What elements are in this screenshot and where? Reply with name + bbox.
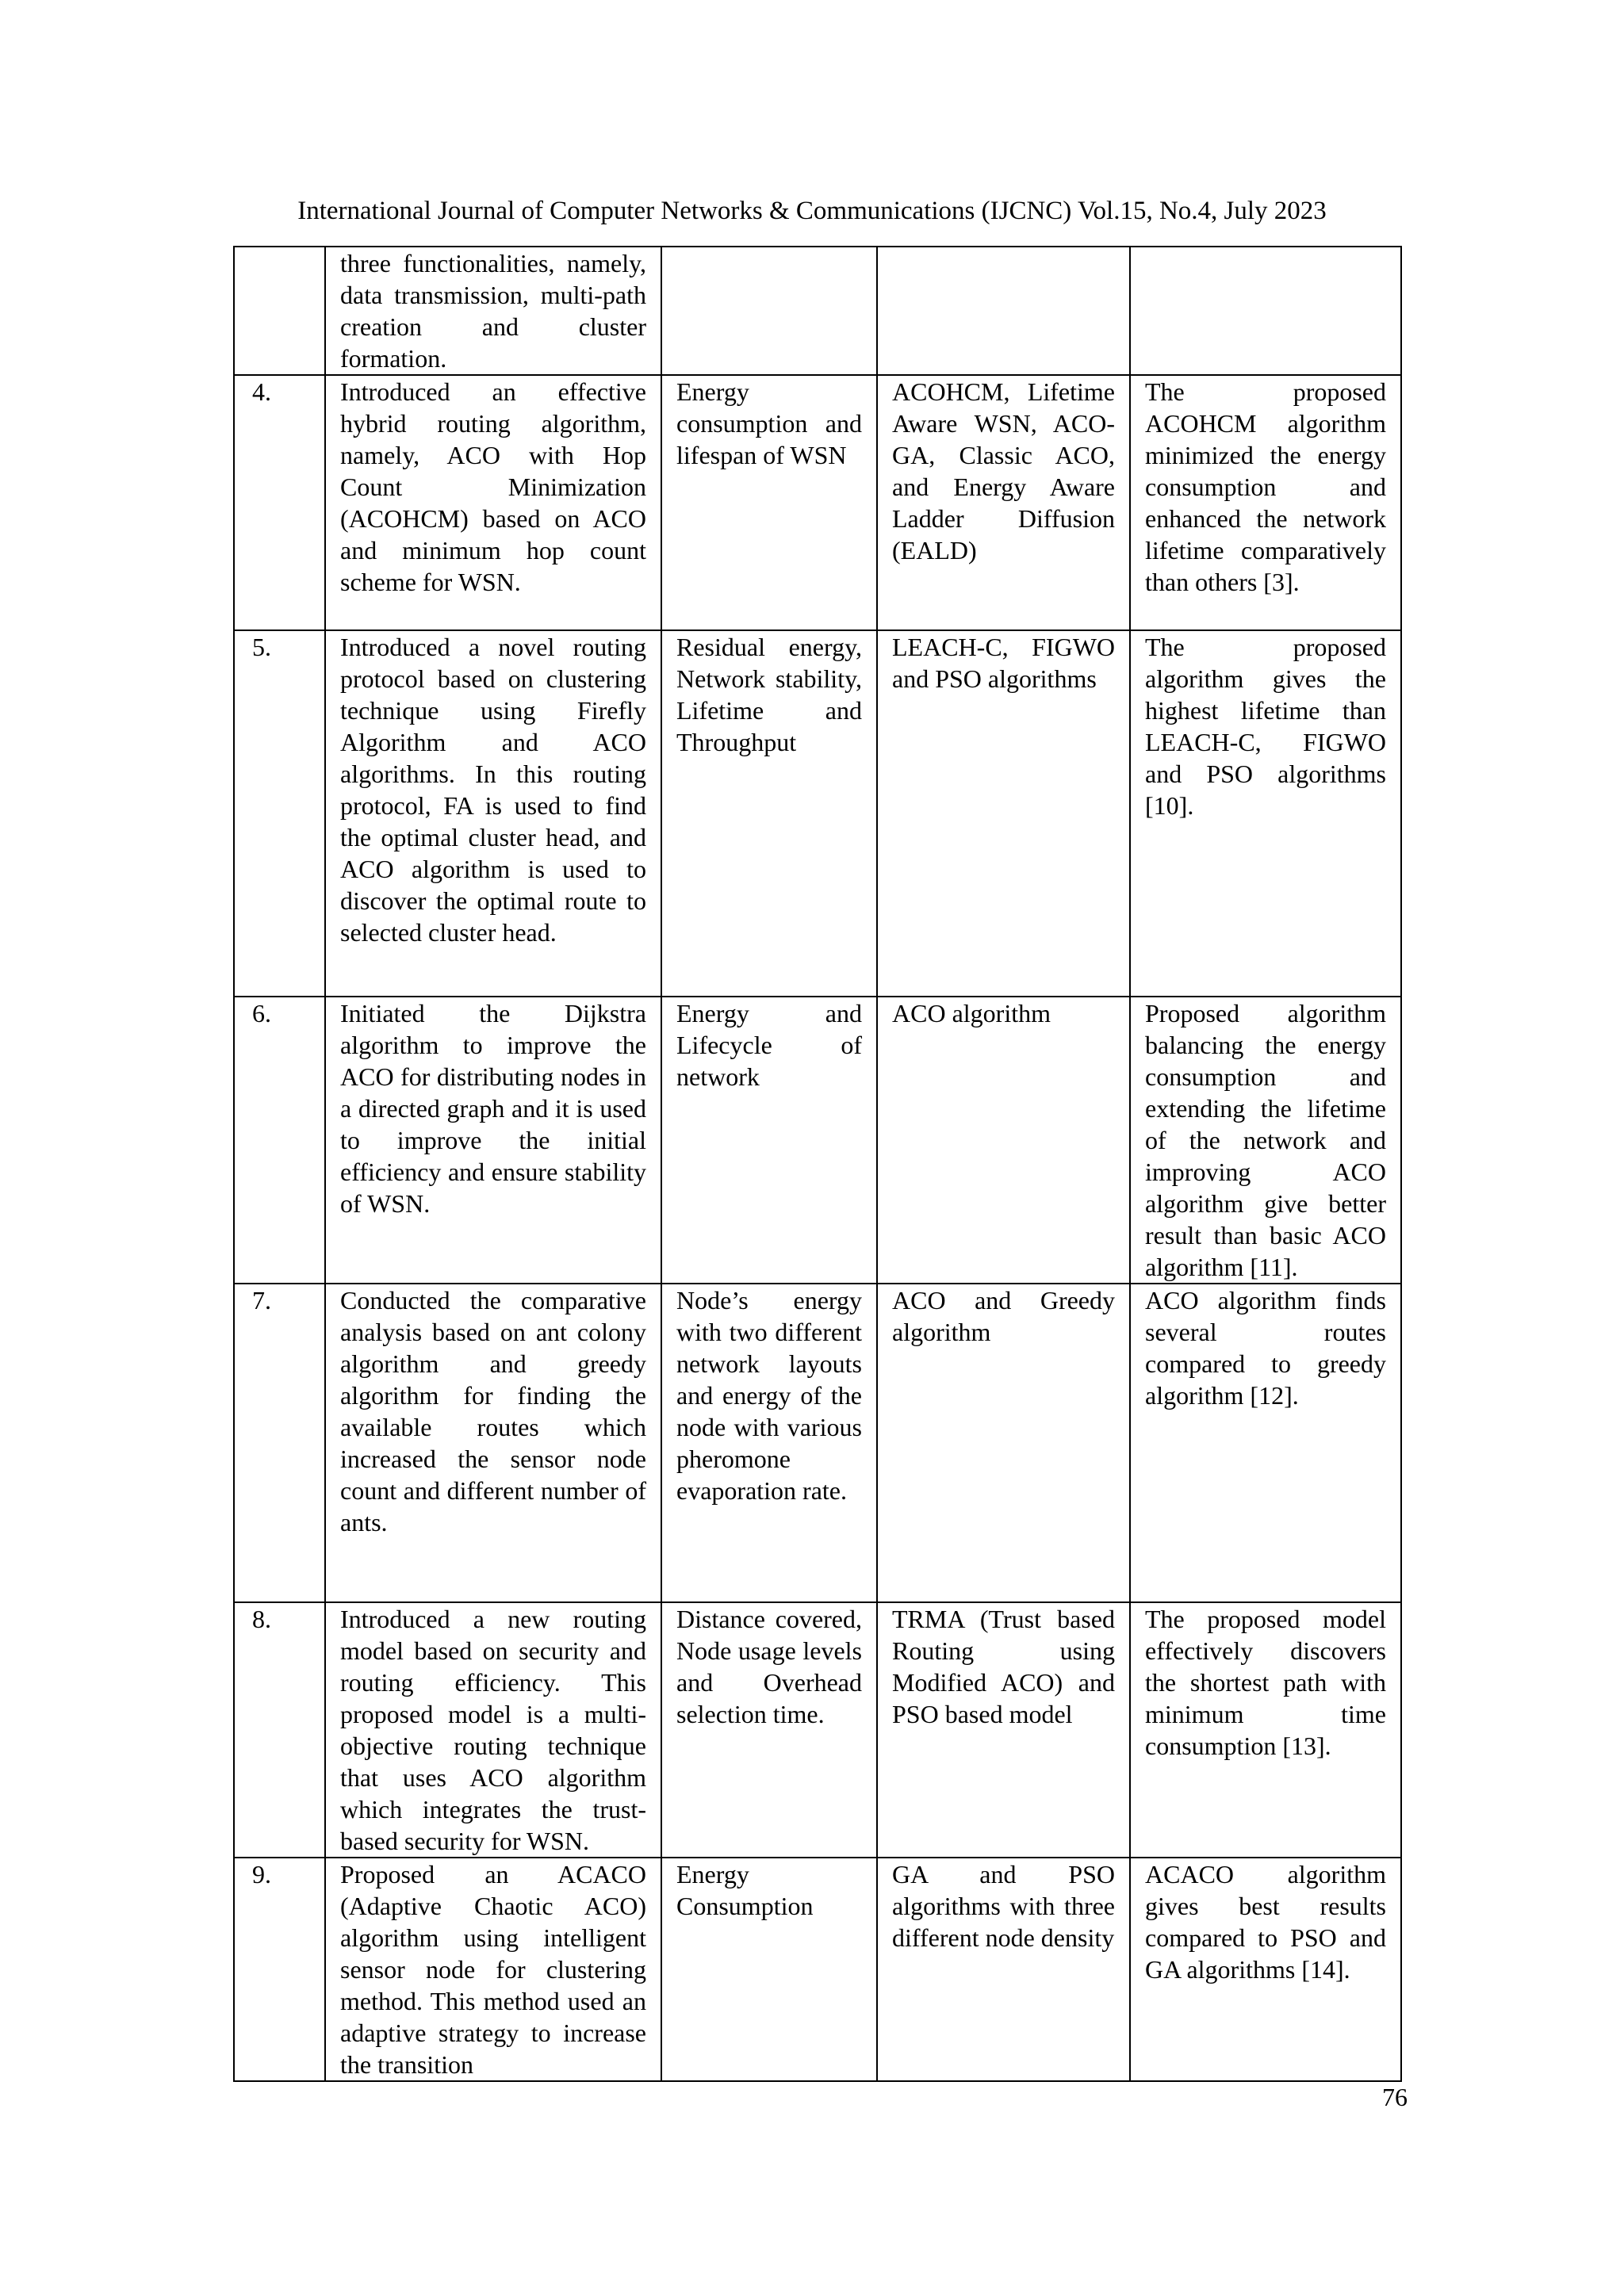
cell-serial-number [234,247,325,375]
cell-serial-number: 5. [234,630,325,997]
cell-result: The proposed model effectively discovers the shortest path with minimum time consumption [13]. [1130,1602,1401,1858]
cell-compared-with: LEACH-C, FIGWO and PSO algorithms [877,630,1130,997]
table-row [234,1602,1401,1858]
cell-description: Introduced a novel routing protocol based on clustering technique using Firefly Algorithm and ACO algorithms. In this routing protocol, FA is used to find the optimal cluster head, and ACO algorithm is used to discover the optimal route to selected cluster head. [325,630,661,997]
cell-description: Conducted the comparative analysis based on ant colony algorithm and greedy algorithm for finding the available routes which increased the sensor node count and different number of ants. [325,1284,661,1602]
cell-metrics: Residual energy, Network stability, Lifetime and Throughput [661,630,877,997]
cell-metrics: Energy consumption and lifespan of WSN [661,375,877,630]
page-number: 76 [1382,2083,1408,2111]
cell-compared-with: ACOHCM, Lifetime Aware WSN, ACO-GA, Classic ACO, and Energy Aware Ladder Diffusion (EALD) [877,375,1130,630]
table-row [234,997,1401,1284]
cell-serial-number: 8. [234,1602,325,1858]
cell-serial-number: 7. [234,1284,325,1602]
cell-result: ACACO algorithm gives best results compared to PSO and GA algorithms [14]. [1130,1858,1401,2081]
cell-compared-with: GA and PSO algorithms with three different node density [877,1858,1130,2081]
cell-compared-with: ACO and Greedy algorithm [877,1284,1130,1602]
cell-result: The proposed algorithm gives the highest lifetime than LEACH-C, FIGWO and PSO algorithms [10]. [1130,630,1401,997]
cell-compared-with [877,247,1130,375]
cell-metrics: Energy and Lifecycle of network [661,997,877,1284]
cell-compared-with: TRMA (Trust based Routing using Modified ACO) and PSO based model [877,1602,1130,1858]
literature-review-table [233,246,1402,2082]
table-row [234,375,1401,630]
cell-metrics: Energy Consumption [661,1858,877,2081]
cell-serial-number: 6. [234,997,325,1284]
cell-description: Initiated the Dijkstra algorithm to improve the ACO for distributing nodes in a directed graph and it is used to improve the initial efficiency and ensure stability of WSN. [325,997,661,1284]
cell-serial-number: 4. [234,375,325,630]
table-row [234,1858,1401,2081]
cell-result: Proposed algorithm balancing the energy consumption and extending the lifetime of the network and improving ACO algorithm give better result than basic ACO algorithm [11]. [1130,997,1401,1284]
cell-result: The proposed ACOHCM algorithm minimized the energy consumption and enhanced the network lifetime comparatively than others [3]. [1130,375,1401,630]
cell-metrics: Node’s energy with two different network layouts and energy of the node with various pheromone evaporation rate. [661,1284,877,1602]
cell-description: Proposed an ACACO (Adaptive Chaotic ACO) algorithm using intelligent sensor node for clustering method. This method used an adaptive strategy to increase the transition [325,1858,661,2081]
table-row [234,630,1401,997]
table-row [234,247,1401,375]
cell-description: Introduced an effective hybrid routing algorithm, namely, ACO with Hop Count Minimization (ACOHCM) based on ACO and minimum hop count scheme for WSN. [325,375,661,630]
cell-description: Introduced a new routing model based on security and routing efficiency. This proposed model is a multi-objective routing technique that uses ACO algorithm which integrates the trust-based security for WSN. [325,1602,661,1858]
cell-metrics: Distance covered, Node usage levels and Overhead selection time. [661,1602,877,1858]
table-row [234,1284,1401,1602]
cell-serial-number: 9. [234,1858,325,2081]
cell-result [1130,247,1401,375]
cell-result: ACO algorithm finds several routes compared to greedy algorithm [12]. [1130,1284,1401,1602]
running-header: International Journal of Computer Networks & Communications (IJCNC) Vol.15, No.4, July 2023 [297,197,1327,225]
cell-description: three functionalities, namely, data transmission, multi-path creation and cluster formation. [325,247,661,375]
cell-metrics [661,247,877,375]
cell-compared-with: ACO algorithm [877,997,1130,1284]
